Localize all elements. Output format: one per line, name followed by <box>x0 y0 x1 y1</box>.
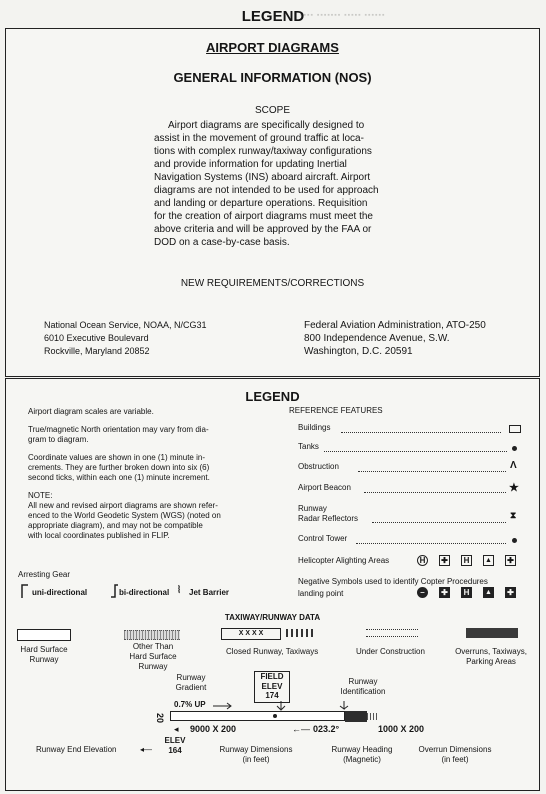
negative-circle-icon: – <box>417 587 428 598</box>
uni-directional-icon <box>20 583 30 599</box>
other-surface-swatch <box>124 630 180 640</box>
nos-address-line: 6010 Executive Boulevard <box>44 333 149 343</box>
leader-dots <box>358 471 506 472</box>
leader-dots <box>364 492 506 493</box>
general-info-panel <box>5 28 540 377</box>
overrun-dimensions-label: Overrun Dimensions (in feet) <box>418 745 492 764</box>
end-elevation-arrow-icon: ◂— <box>140 745 153 754</box>
uni-directional-label: uni-directional <box>32 588 88 597</box>
scope-line: Airport diagrams are specifically designed to <box>168 120 365 131</box>
reference-features-heading: REFERENCE FEATURES <box>289 406 383 415</box>
overrun-taper <box>367 713 377 720</box>
note-orientation-2: gram to diagram. <box>28 435 89 444</box>
obstruction-icon: Λ <box>510 460 517 471</box>
helicopter-label: Helicopter Alighting Areas <box>298 556 390 565</box>
ref-runway-label: Runway <box>298 504 327 513</box>
note-heading: NOTE: <box>28 491 53 500</box>
ref-buildings-label: Buildings <box>298 423 331 432</box>
construction-label: Under Construction <box>356 647 425 656</box>
overrun-dimensions-value: 1000 X 200 <box>378 724 425 734</box>
helipad-cross-icon: ✚ <box>439 555 450 566</box>
leader-dots <box>356 543 506 544</box>
runway-end-elevation-label: Runway End Elevation <box>36 745 117 754</box>
other-surface-label: Other Than Hard Surface Runway <box>129 642 177 671</box>
gradient-arrow-icon <box>213 703 233 709</box>
faa-address <box>304 319 486 358</box>
notes <box>28 407 278 541</box>
runway-gradient-label: Runway Gradient <box>175 673 207 692</box>
scope-line: diagrams are not intended to be used for approach <box>154 185 379 196</box>
closed-runway-swatch: X X X X <box>221 628 281 640</box>
airport-diagrams-title: AIRPORT DIAGRAMS <box>206 40 339 55</box>
leader-dots <box>372 522 506 523</box>
note-coordinates-3: second ticks, within each one (1) minute increment. <box>28 473 210 482</box>
building-icon <box>509 425 521 433</box>
scope-line: and landing or departure operations. Requisition <box>154 198 368 209</box>
general-info-subtitle: GENERAL INFORMATION (NOS) <box>173 70 372 85</box>
scope-line: DOD on a case-by-case basis. <box>154 237 290 248</box>
note-coordinates-1: Coordinate values are shown in one (1) minute in- <box>28 453 205 462</box>
dimension-arrow-icon: ◂ <box>174 724 179 734</box>
ref-reflectors-label: Radar Reflectors <box>298 514 359 523</box>
overrun-bar <box>345 711 367 722</box>
negative-plus-icon: ✚ <box>505 587 516 598</box>
closed-runway-label: Closed Runway, Taxiways <box>226 647 319 656</box>
heading-arrow-icon: ←— <box>292 724 310 734</box>
legend-panel <box>5 378 540 791</box>
note-coordinates-2: crements. They are further broken down into six (6) <box>28 463 210 472</box>
scope-line: Navigation Systems (INS) aboard aircraft. Airport <box>154 172 371 183</box>
construction-swatch <box>366 629 418 637</box>
nos-address <box>44 319 207 358</box>
note-scale: Airport diagram scales are variable. <box>28 407 154 416</box>
beacon-icon: ★ <box>509 482 519 494</box>
note-wgs-1: All new and revised airport diagrams are shown refer- <box>28 501 218 510</box>
negative-cross-icon: ✚ <box>439 587 450 598</box>
helipad-plus-icon: ✚ <box>505 555 516 566</box>
end-elevation-value: ELEV 164 <box>164 736 186 755</box>
scope-line: above criteria and will be approved by the FAA or <box>154 224 372 235</box>
ref-obstruction-label: Obstruction <box>298 462 339 471</box>
scope-heading: SCOPE <box>254 105 290 116</box>
nos-address-line: National Ocean Service, NOAA, N/CG31 <box>44 320 207 330</box>
jet-barrier-icon: ⦚ <box>178 585 181 596</box>
note-wgs-2: enced to the World Geodetic System (WGS) (noted on <box>28 511 221 520</box>
scope-line: and provide information for updating Inertial <box>154 159 347 170</box>
helipad-triangle-icon: ▲ <box>483 555 494 566</box>
leader-dots <box>341 432 501 433</box>
note-wgs-3: appropriate diagram), and may not be compatible <box>28 521 203 530</box>
helipad-circle-icon: H <box>417 555 428 566</box>
runway-heading-value: 023.2° <box>313 724 340 734</box>
faa-address-line: 800 Independence Avenue, S.W. <box>304 333 450 344</box>
runway-end-number: 20 <box>155 712 166 724</box>
scope-line: for the creation of airport diagrams must meet the <box>154 211 373 222</box>
closed-taxiway-swatch <box>286 629 316 637</box>
runway-heading-label: Runway Heading (Magnetic) <box>331 745 393 764</box>
taxiway-runway-heading: TAXIWAY/RUNWAY DATA <box>224 613 321 622</box>
field-elevation-box: FIELD ELEV 174 <box>254 671 290 703</box>
scope-line: tions with complex runway/taxiway configurations <box>154 146 372 157</box>
arresting-gear-heading: Arresting Gear <box>18 570 71 579</box>
negative-square-icon: H <box>461 587 472 598</box>
control-tower-icon <box>512 538 517 543</box>
scope-paragraph <box>154 119 434 249</box>
note-orientation-1: True/magnetic North orientation may vary from dia- <box>28 425 209 434</box>
runway-identification-label: Runway Identification <box>340 677 386 696</box>
identification-arrow-icon <box>276 701 346 713</box>
overrun-label: Overruns, Taxiways, Parking Areas <box>455 647 527 666</box>
negative-symbols-label: Negative Symbols used to identify Copter Procedures <box>298 577 488 586</box>
bi-directional-icon <box>109 583 119 599</box>
leader-dots <box>324 451 507 452</box>
nos-address-line: Rockville, Maryland 20852 <box>44 346 150 356</box>
negative-triangle-icon: ▲ <box>483 587 494 598</box>
gradient-value: 0.7% UP <box>174 700 206 709</box>
ref-control-tower-label: Control Tower <box>298 534 348 543</box>
helipad-square-icon: H <box>461 555 472 566</box>
faa-address-line: Federal Aviation Administration, ATO-250 <box>304 320 486 331</box>
jet-barrier-label: Jet Barrier <box>189 588 230 597</box>
scope-line: assist in the movement of ground traffic at loca- <box>154 133 364 144</box>
new-requirements-heading: NEW REQUIREMENTS/CORRECTIONS <box>180 278 365 289</box>
bi-directional-label: bi-directional <box>119 588 170 597</box>
note-wgs-4: with local coordinates published in FLIP. <box>28 531 170 540</box>
landing-point-label: landing point <box>298 589 344 598</box>
ref-beacon-label: Airport Beacon <box>298 483 351 492</box>
airport-reference-point-icon <box>273 714 277 718</box>
hard-surface-swatch <box>17 629 71 641</box>
hard-surface-label: Hard Surface Runway <box>20 645 68 664</box>
ref-tanks-label: Tanks <box>298 442 319 451</box>
overrun-swatch <box>466 628 518 638</box>
runway-dimensions-label: Runway Dimensions (in feet) <box>219 745 293 764</box>
bleed-through: ▪▪▪▪ ▪▪▪▪▪▪▪ ▪▪▪▪▪ ▪▪▪▪▪▪ <box>300 12 386 19</box>
faa-address-line: Washington, D.C. 20591 <box>304 346 413 357</box>
legend-title: LEGEND <box>245 389 300 404</box>
runway-dimensions-value: 9000 X 200 <box>190 724 237 734</box>
radar-reflector-icon: ⧗ <box>510 510 517 520</box>
page-title: LEGEND <box>241 8 305 25</box>
tank-icon <box>512 446 517 451</box>
